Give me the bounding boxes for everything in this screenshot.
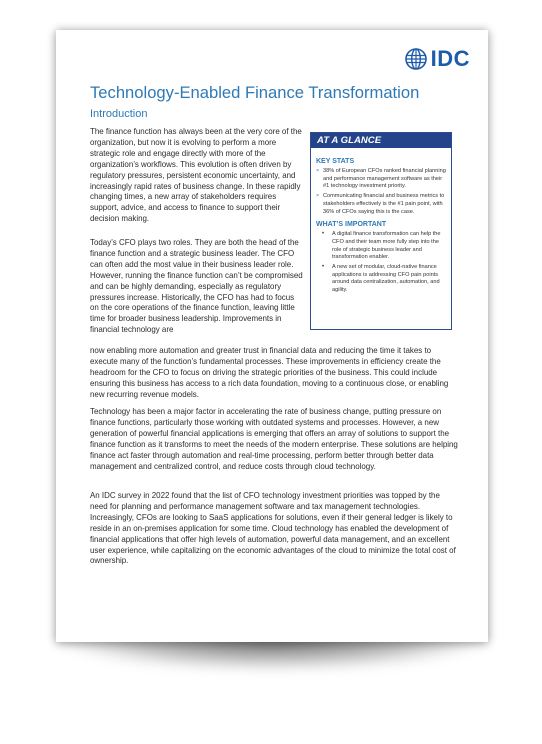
document-page bbox=[56, 30, 488, 642]
important-text: A digital finance transformation can help the CFO and their team more fully step into the role of strategic business leader and transformation enabler. bbox=[332, 231, 441, 261]
paragraph-automation: now enabling more automation and greater trust in financial data and reducing the time it takes to execute many of the function’s fundamental processes. These improvements in efficiency create the headroom for the CFO to focus on driving the strategic priorities of the business. This could include ensuring this business has access to a rich data foundation, moving to a continuous close, or enabling new recurring revenue models. bbox=[90, 346, 449, 399]
document-title: Technology-Enabled Finance Transformation bbox=[90, 83, 420, 102]
key-stats-heading: KEY STATS bbox=[316, 158, 355, 165]
bullet-icon: • bbox=[322, 231, 325, 238]
paragraph-survey: An IDC survey in 2022 found that the list of CFO technology investment priorities was topped by the need for planning and performance management software and tax management technologies. Increasingly, CFOs are looking to SaaS applications for solutions, even if their general ledger is likely to reside in an on-premises application for some time. Cloud technology has enabled the development of financial applications that offer high levels of automation, powerful data management, and an excellent user experience, while capitalizing on the economic advantages of the cloud to minimize the total cost of ownership. bbox=[90, 491, 456, 566]
at-a-glance-header: AT A GLANCE bbox=[311, 133, 451, 148]
key-stat-text: 38% of European CFOs ranked financial planning and performance management software as their #1 technology investment priority. bbox=[323, 168, 446, 190]
whats-important-list bbox=[311, 231, 451, 295]
cross-bullet-icon: × bbox=[316, 193, 320, 200]
important-text: A new set of modular, cloud-native finance applications is addressing CFO pain points around data centralization, automation, and agility. bbox=[332, 264, 440, 294]
idc-logo bbox=[405, 46, 470, 72]
key-stats-list bbox=[311, 168, 451, 216]
bullet-icon: • bbox=[322, 264, 325, 271]
paragraph-technology: Technology has been a major factor in accelerating the rate of business change, putting pressure on finance functions, particularly those working with outdated systems and processes. However, a new generation of powerful financial applications is emerging that offers an array of solutions to support the finance function as it transforms to meet the needs of the modern enterprise. These solutions are helping finance act faster through automation and real-time processing, perform better through better data management and centralized control, and reduce costs through cloud technology. bbox=[90, 407, 458, 471]
at-a-glance-box bbox=[310, 132, 452, 330]
whats-important-heading: WHAT’S IMPORTANT bbox=[316, 221, 387, 229]
key-stat-text: Communicating financial and business metrics to stakeholders effectively is the #1 pain point, with 36% of CFOs saying this is the case. bbox=[323, 193, 445, 215]
cross-bullet-icon: × bbox=[316, 168, 320, 174]
key-stat-item bbox=[316, 193, 447, 216]
paragraph-intro: The finance function has always been at the very core of the organization, but now it is evolving to perform a more strategic role and engage directly with more of the organization’s workflows. This evolution is often driven by regulatory pressures, persistent economic uncertainty, and increasingly rapid rates of business change. In these rapidly changing times, a new array of stakeholders requires support, advice, and access to finance to support their decision making. bbox=[90, 127, 302, 224]
globe-icon bbox=[405, 48, 427, 70]
important-item bbox=[316, 231, 447, 262]
section-heading: Introduction bbox=[90, 108, 148, 120]
important-item bbox=[316, 264, 447, 295]
paragraph-cfo-roles: Today’s CFO plays two roles. They are both the head of the finance function and a strategic business leader. The CFO can often add the most value in their business leader role. However, running the finance function can’t be compromised and can be highly demanding, especially as regulatory pressures increase. Historically, the CFO has had to focus on the core operations of the finance function, leaving little time for broader business leadership. Improvements in financial technology are bbox=[90, 238, 303, 335]
key-stat-item bbox=[316, 168, 447, 191]
logo-text: IDC bbox=[430, 46, 470, 71]
